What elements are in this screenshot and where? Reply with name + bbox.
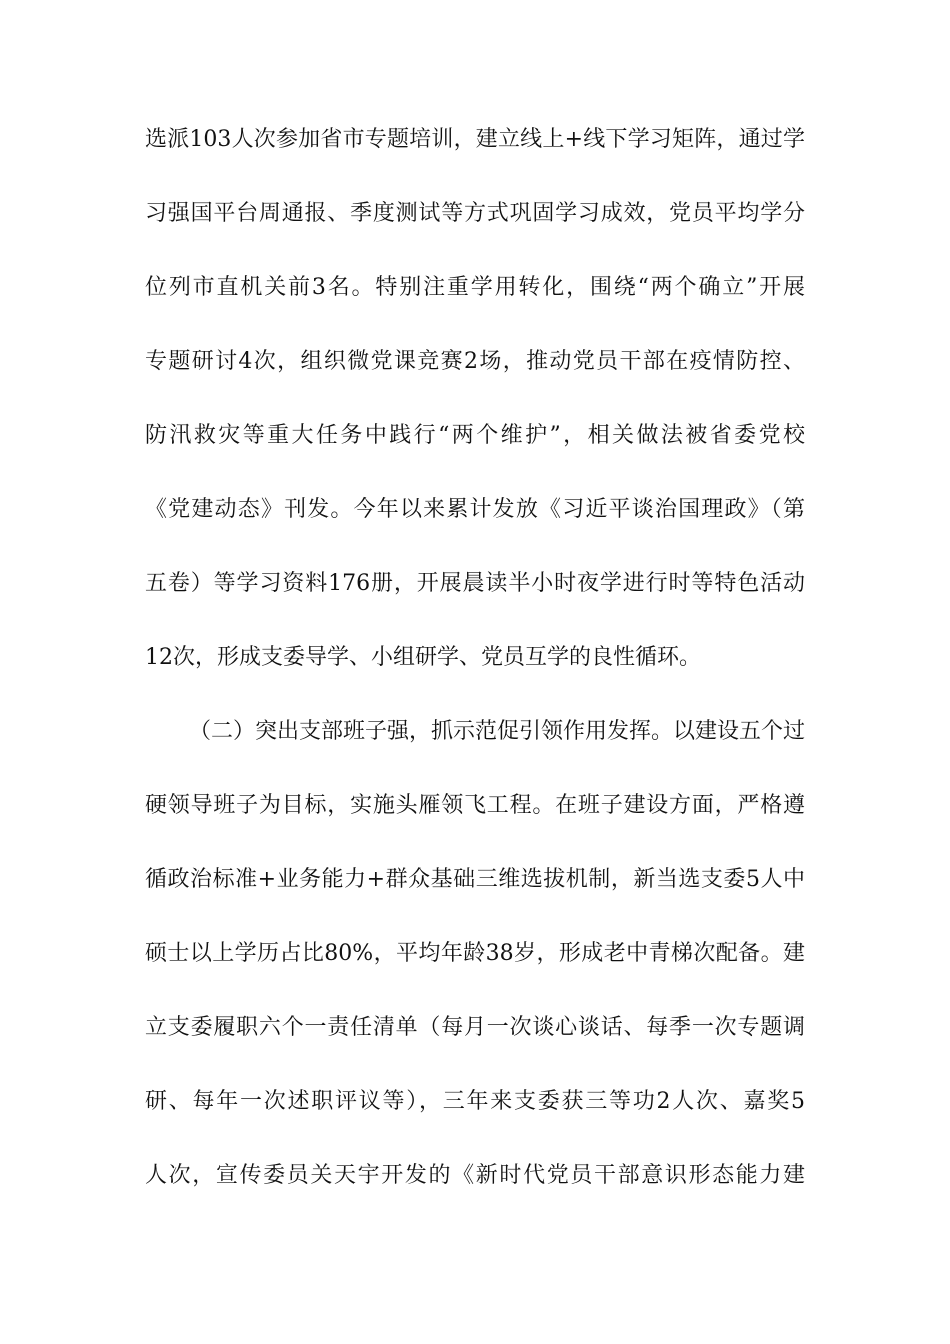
text-line: 《党建动态》刊发。今年以来累计发放《习近平谈治国理政》（第 xyxy=(145,497,805,522)
text-line: 选派103人次参加省市专题培训，建立线上+线下学习矩阵，通过学 xyxy=(145,127,805,152)
text-line: 研、每年一次述职评议等），三年来支委获三等功2人次、嘉奖5 xyxy=(145,1089,805,1114)
text-line: 硕士以上学历占比80%，平均年龄38岁，形成老中青梯次配备。建 xyxy=(145,941,805,966)
paragraph-end-line: 12次，形成支委导学、小组研学、党员互学的良性循环。 xyxy=(145,645,701,670)
text-line: 五卷）等学习资料176册，开展晨读半小时夜学进行时等特色活动 xyxy=(145,571,805,596)
section-heading-line: （二）突出支部班子强，抓示范促引领作用发挥。以建设五个过 xyxy=(189,719,806,744)
text-line: 习强国平台周通报、季度测试等方式巩固学习成效，党员平均学分 xyxy=(145,201,805,226)
text-line: 防汛救灾等重大任务中践行“两个维护”，相关做法被省委党校 xyxy=(145,423,805,448)
text-line: 人次，宣传委员关天宇开发的《新时代党员干部意识形态能力建 xyxy=(145,1163,805,1188)
text-line: 循政治标准+业务能力+群众基础三维选拔机制，新当选支委5人中 xyxy=(145,867,805,892)
text-line: 硬领导班子为目标，实施头雁领飞工程。在班子建设方面，严格遵 xyxy=(145,793,805,818)
text-line: 立支委履职六个一责任清单（每月一次谈心谈话、每季一次专题调 xyxy=(145,1015,805,1040)
text-line: 专题研讨4次，组织微党课竞赛2场，推动党员干部在疫情防控、 xyxy=(145,349,805,374)
body-text xyxy=(145,103,805,1213)
text-line: 位列市直机关前3名。特别注重学用转化，围绕“两个确立”开展 xyxy=(145,275,805,300)
